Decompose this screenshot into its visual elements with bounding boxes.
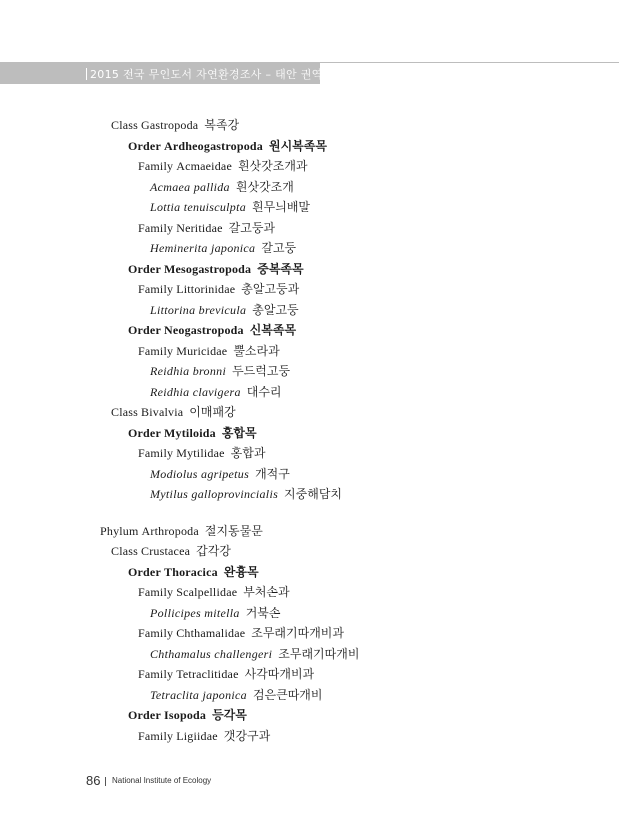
taxon-latin-name: Ardheogastropoda: [164, 139, 263, 153]
taxon-entry: [128, 262, 304, 276]
taxon-korean-name: 갑각강: [196, 544, 231, 558]
taxon-rank: Family: [138, 344, 174, 358]
taxon-korean-name: 대수리: [246, 385, 282, 399]
taxon-latin-name: Crustacea: [141, 544, 191, 558]
taxon-entry: [150, 606, 281, 620]
taxon-rank: Family: [138, 729, 174, 743]
running-header-title: 2015 전국 무인도서 자연환경조사 – 태안 권역: [90, 68, 323, 81]
taxon-korean-name: 원시복족목: [269, 139, 327, 153]
taxon-korean-name: 등각목: [212, 708, 247, 722]
page-number: 86: [86, 773, 101, 788]
taxon-entry: [150, 364, 290, 378]
taxon-entry: [150, 688, 323, 702]
taxon-korean-name: 뿔소라과: [233, 344, 280, 358]
taxon-latin-name: Mesogastropoda: [164, 262, 252, 276]
footer-separator: [105, 777, 106, 786]
species-name: Modiolus agripetus: [150, 467, 250, 481]
taxon-latin-name: Mytilidae: [176, 446, 225, 460]
taxon-entry: [128, 323, 296, 337]
taxon-entry: [138, 221, 275, 235]
taxon-entry: [150, 200, 310, 214]
taxon-entry: [128, 426, 257, 440]
taxon-rank: Family: [138, 667, 174, 681]
taxon-entry: [150, 467, 290, 481]
taxon-korean-name: 개적구: [255, 467, 290, 481]
taxon-latin-name: Chthamalidae: [176, 626, 246, 640]
taxon-latin-name: Tetraclitidae: [176, 667, 239, 681]
taxon-entry: [150, 180, 294, 194]
taxon-korean-name: 흰삿갓조개과: [237, 159, 308, 173]
taxon-korean-name: 거북손: [245, 606, 281, 620]
taxon-korean-name: 갈고둥: [261, 241, 297, 255]
taxon-entry: [150, 647, 359, 661]
taxon-korean-name: 이매패강: [189, 405, 236, 419]
taxon-entry: [128, 565, 259, 579]
taxon-latin-name: Mytiloida: [164, 426, 216, 440]
taxon-latin-name: Scalpellidae: [176, 585, 238, 599]
taxon-latin-name: Thoracica: [164, 565, 218, 579]
taxon-latin-name: Arthropoda: [141, 524, 199, 538]
species-name: Reidhia clavigera: [150, 385, 241, 399]
taxon-korean-name: 검은큰따개비: [252, 688, 323, 702]
species-name: Mytilus galloprovincialis: [150, 487, 279, 501]
taxon-entry: [138, 667, 314, 681]
taxon-entry: [138, 585, 290, 599]
taxon-entry: [111, 118, 239, 132]
taxon-entry: [138, 344, 280, 358]
taxon-korean-name: 흰무늬배말: [252, 200, 311, 214]
taxon-korean-name: 중복족목: [257, 262, 304, 276]
taxon-korean-name: 두드럭고둥: [232, 364, 291, 378]
taxon-korean-name: 복족강: [204, 118, 240, 132]
taxon-korean-name: 부처손과: [243, 585, 290, 599]
taxon-rank: Order: [128, 323, 161, 337]
taxon-latin-name: Littorinidae: [176, 282, 236, 296]
taxon-korean-name: 지중해담치: [284, 487, 343, 501]
species-name: Chthamalus challengeri: [150, 647, 273, 661]
taxon-rank: Order: [128, 565, 161, 579]
taxon-rank: Family: [138, 159, 174, 173]
taxon-latin-name: Bivalvia: [141, 405, 184, 419]
taxon-korean-name: 홍합과: [230, 446, 266, 460]
taxon-entry: [128, 708, 247, 722]
species-name: Tetraclita japonica: [150, 688, 247, 702]
taxon-rank: Phylum: [100, 524, 139, 538]
taxon-entry: [111, 405, 236, 419]
taxon-rank: Family: [138, 221, 174, 235]
taxon-entry: [150, 487, 342, 501]
taxon-rank: Family: [138, 585, 174, 599]
taxon-entry: [138, 626, 344, 640]
taxon-rank: Class: [111, 118, 139, 132]
taxon-korean-name: 흰삿갓조개: [235, 180, 294, 194]
species-name: Pollicipes mitella: [150, 606, 240, 620]
footer-organization: National Institute of Ecology: [112, 776, 212, 785]
taxon-korean-name: 총알고둥: [252, 303, 299, 317]
taxon-latin-name: Neogastropoda: [164, 323, 244, 337]
taxon-entry: [150, 241, 296, 255]
taxon-entry: [138, 159, 308, 173]
taxon-korean-name: 홍합목: [221, 426, 257, 440]
taxon-korean-name: 신복족목: [249, 323, 297, 337]
taxon-entry: [150, 303, 299, 317]
taxon-korean-name: 갯강구과: [223, 729, 271, 743]
taxon-rank: Family: [138, 282, 174, 296]
species-name: Lottia tenuisculpta: [150, 200, 247, 214]
taxon-entry: [138, 729, 270, 743]
taxon-latin-name: Acmaeidae: [176, 159, 232, 173]
taxon-latin-name: Gastropoda: [141, 118, 199, 132]
species-name: Littorina brevicula: [150, 303, 247, 317]
taxon-rank: Class: [111, 405, 139, 419]
taxon-korean-name: 조무래기따개비과: [251, 626, 344, 640]
taxon-rank: Family: [138, 626, 174, 640]
taxon-entry: [128, 139, 327, 153]
taxon-entry: [138, 446, 265, 460]
taxon-rank: Family: [138, 446, 174, 460]
taxon-latin-name: Isopoda: [164, 708, 207, 722]
taxon-latin-name: Ligiidae: [176, 729, 218, 743]
taxon-korean-name: 절지동물문: [204, 524, 263, 538]
taxon-latin-name: Muricidae: [176, 344, 228, 358]
taxon-korean-name: 조무래기따개비: [278, 647, 360, 661]
taxon-rank: Class: [111, 544, 139, 558]
taxon-rank: Order: [128, 708, 161, 722]
taxon-entry: [111, 544, 231, 558]
taxon-entry: [150, 385, 282, 399]
taxon-korean-name: 사각따개비과: [244, 667, 315, 681]
taxon-latin-name: Neritidae: [176, 221, 223, 235]
taxon-entry: [100, 524, 263, 538]
taxon-rank: Order: [128, 426, 161, 440]
taxon-entry: [138, 282, 299, 296]
taxon-rank: Order: [128, 262, 161, 276]
taxon-rank: Order: [128, 139, 161, 153]
species-name: Reidhia bronni: [150, 364, 227, 378]
taxon-korean-name: 완흉목: [223, 565, 259, 579]
species-name: Heminerita japonica: [150, 241, 256, 255]
taxon-korean-name: 총알고둥과: [241, 282, 300, 296]
taxon-korean-name: 갈고둥과: [228, 221, 276, 235]
species-name: Acmaea pallida: [150, 180, 230, 194]
